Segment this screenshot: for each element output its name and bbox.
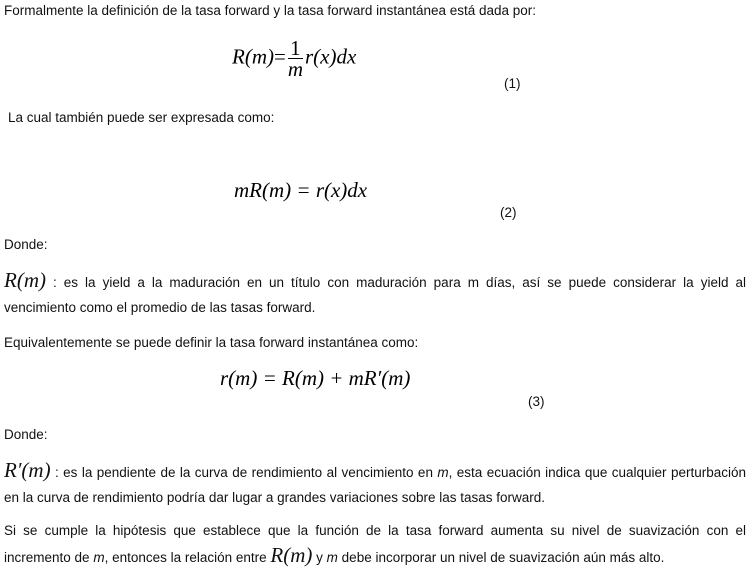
equation-2-number: (2) xyxy=(500,205,517,220)
eq1-rhs: r(x)dx xyxy=(305,44,357,69)
final-text-a: Si se cumple la hipótesis que establece que la función de la tasa forward aumenta su nivel de suavización con el incremento de xyxy=(4,523,746,565)
def1-text: : es la yield a la maduración en un título con maduración para m días, así se puede considerar la yield al vencimiento como el promedio de las tasas forward. xyxy=(4,275,746,315)
equation-1 xyxy=(232,38,356,79)
final-text-b: , entonces la relación entre xyxy=(104,550,271,565)
donde-label-2: Donde: xyxy=(4,427,48,442)
equation-3: r(m) = R(m) + mR′(m) xyxy=(220,366,411,390)
final-paragraph xyxy=(4,518,746,570)
eq1-denominator: m xyxy=(287,57,303,81)
def2-text-b: , esta ecuación indica que cualquier perturbación en la curva de rendimiento podría dar lugar a grandes variaciones sobre las tasas forward. xyxy=(4,465,746,505)
eq1-fraction xyxy=(288,38,303,79)
final-var-m-2: m xyxy=(326,550,338,565)
eq1-equals: = xyxy=(273,44,286,69)
def2-text-a: : es la pendiente de la curva de rendimiento al vencimiento en xyxy=(55,465,438,480)
def1-symbol: R(m) xyxy=(4,268,46,292)
equation-1-number: (1) xyxy=(504,76,521,91)
donde-label-1: Donde: xyxy=(4,237,48,252)
def2-symbol: R′(m) xyxy=(4,458,51,482)
final-text-d: debe incorporar un nivel de suavización aún más alto. xyxy=(337,550,665,565)
def2-var-m: m xyxy=(437,465,449,480)
intro2-text: La cual también puede ser expresada como: xyxy=(8,110,275,125)
eq1-numerator: 1 xyxy=(290,36,301,60)
final-var-m-1: m xyxy=(93,550,105,565)
intro3-text: Equivalentemente se puede definir la tasa forward instantánea como: xyxy=(4,335,419,350)
eq1-lhs: R(m) xyxy=(232,44,274,69)
final-symbol: R(m) xyxy=(270,543,313,567)
final-text-c: y xyxy=(312,550,327,565)
definition-1 xyxy=(4,268,746,320)
equation-3-number: (3) xyxy=(528,394,545,409)
equation-2: mR(m) = r(x)dx xyxy=(234,178,368,202)
intro-text: Formalmente la definición de la tasa forward y la tasa forward instantánea está dada por: xyxy=(4,3,537,18)
definition-2 xyxy=(4,458,746,510)
